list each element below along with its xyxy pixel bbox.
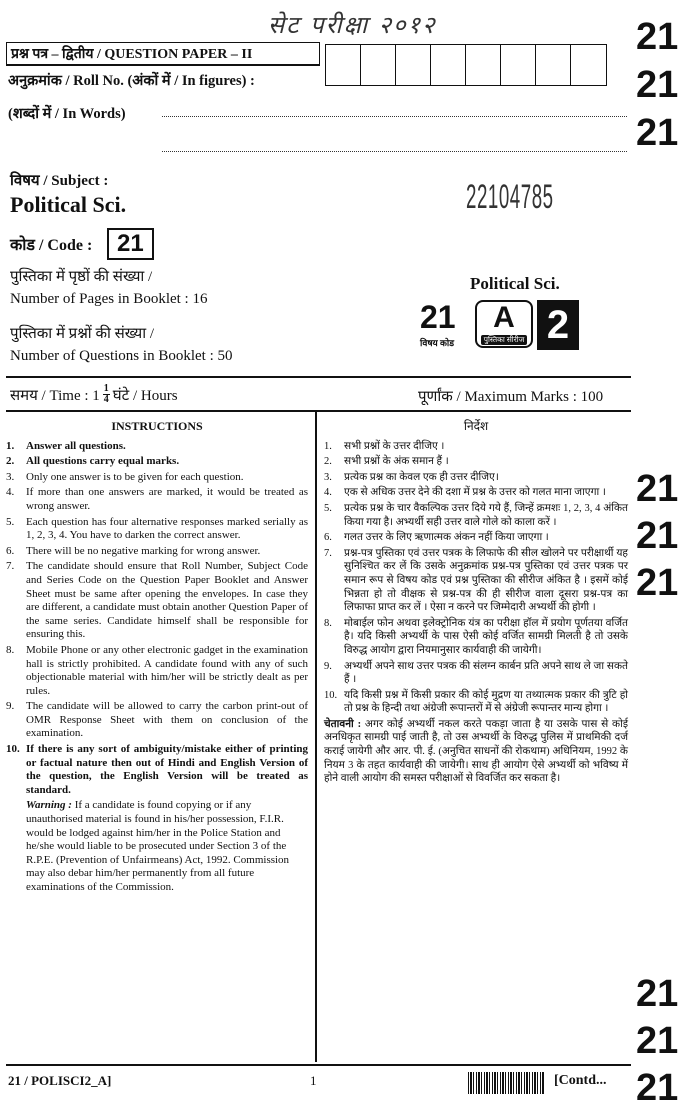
instruction-item: [6, 560, 308, 642]
instruction-number: 6.: [6, 544, 15, 557]
pages-label-en: Number of Pages in Booklet : 16: [10, 291, 208, 307]
margin-mark: 21: [636, 468, 679, 510]
instruction-item: [324, 455, 628, 469]
badge-series-sub: पुस्तिका सीरीज: [481, 335, 527, 345]
instruction-text: The candidate will be allowed to carry the carbon print-out of OMR Response Sheet with them on conclusion of the examination.: [26, 700, 308, 740]
instruction-item: [324, 486, 628, 500]
max-marks-label: पूर्णांक / Maximum Marks : 100: [418, 389, 604, 405]
instruction-text: यदि किसी प्रश्न में किसी प्रकार की कोई मुद्रण या तथ्यात्मक प्रकार की त्रुटि हो तो प्रश्न के हिन्दी तथा अंग्रेजी रूपान्तरों में से अंग्रेजी रूपान्तर मान्य होगा ।: [344, 689, 628, 715]
subject-label: विषय / Subject :: [10, 173, 109, 189]
hindi-warning: चेतावनी : अगर कोई अभ्यर्थी नकल करते पकड़ा जाता है या उसके पास से कोई अनधिकृत सामग्री पाई जाती है, तो उस अभ्यर्थी के विरुद्ध पुलिस में प्राथमिकी दर्ज कराई जायेगी और आर. पी. ई. (अनुचित साधनों की रोकथाम) अधिनियम, 1992 के नियम 3 के तहत कार्यवाही की जायेगी। साथ ही आयोग ऐसे अभ्यर्थी को भविष्य में होने वाली आयोग की समस्त परीक्षाओं से विवर्जित कर सकता है।: [324, 718, 628, 785]
question-paper-box: [6, 42, 320, 65]
booklet-serial-number: 22104785: [466, 178, 554, 216]
instruction-number: 4.: [6, 486, 15, 499]
margin-mark: 21: [636, 16, 679, 58]
instruction-item: [324, 660, 628, 687]
contd-label: [Contd...: [554, 1073, 607, 1088]
instruction-text: प्रत्येक प्रश्न के चार वैकल्पिक उत्तर दिये गये हैं, जिन्हें क्रमशः 1, 2, 3, 4 अंकित किया गया है। अभ्यर्थी सही उत्तर वाले गोले को काला करें ।: [344, 502, 628, 528]
badge-code: 21: [420, 299, 456, 335]
instruction-number: 10.: [6, 743, 20, 756]
instruction-text: गलत उत्तर के लिए ऋणात्मक अंकन नहीं किया जाएगा ।: [344, 532, 549, 544]
roll-no-boxes[interactable]: [325, 44, 607, 86]
hindi-instructions-heading: निर्देश: [463, 419, 489, 433]
instruction-text: एक से अधिक उत्तर देने की दशा में प्रश्न के उत्तर को गलत माना जाएगा ।: [344, 487, 606, 499]
badge-series-box: [475, 300, 533, 348]
instructions-column: [6, 420, 308, 895]
footer-page-number: 1: [310, 1073, 317, 1088]
instruction-item: [6, 516, 308, 543]
instruction-text: सभी प्रश्नों के अंक समान हैं ।: [344, 456, 449, 468]
badge-series: A: [493, 301, 515, 334]
instruction-text: There will be no negative marking for wrong answer.: [26, 544, 261, 557]
instruction-number: 10.: [324, 689, 338, 701]
instruction-number: 6.: [324, 532, 332, 544]
margin-mark: 21: [636, 562, 679, 604]
instruction-text: Mobile Phone or any other electronic gadget in the examination hall is strictly prohibited. A candidate found with any of such objectionable material with him/her will be strictly dealt as per rules.: [26, 643, 308, 697]
instruction-number: 3.: [6, 470, 15, 483]
margin-mark: 21: [636, 112, 679, 154]
margin-mark: 21: [636, 64, 679, 106]
instruction-number: 1.: [324, 440, 332, 452]
series-badge: [420, 300, 580, 355]
questions-label-hi: पुस्तिका में प्रश्नों की संख्या /: [10, 326, 155, 342]
instruction-number: 2.: [6, 455, 15, 468]
margin-mark: 21: [636, 1020, 679, 1062]
instruction-item: [324, 440, 628, 454]
margin-mark: 21: [636, 515, 679, 557]
in-words-line[interactable]: [162, 116, 627, 117]
instruction-item: [6, 486, 308, 513]
instruction-number: 9.: [324, 660, 332, 672]
instruction-number: 5.: [6, 515, 15, 528]
question-paper-label: प्रश्न पत्र – द्वितीय / QUESTION PAPER – II: [11, 47, 253, 62]
instruction-item: [6, 743, 308, 797]
instruction-item: [6, 545, 308, 559]
badge-code-sub: विषय कोड: [420, 338, 455, 348]
instruction-text: If more than one answers are marked, it would be treated as wrong answer.: [26, 486, 308, 512]
code-value: 21: [107, 228, 154, 260]
instruction-number: 9.: [6, 700, 15, 713]
in-words-line-2[interactable]: [162, 151, 627, 152]
hindi-instructions-column: [324, 420, 628, 786]
instruction-item: [6, 455, 308, 469]
margin-mark: 21: [636, 973, 679, 1015]
in-words-label: (शब्दों में / In Words): [8, 106, 126, 122]
instruction-text: मोबाईल फोन अथवा इलेक्ट्रोनिक यंत्र का परीक्षा हॉल में प्रयोग पूर्णतया वर्जित है। यदि किसी अभ्यर्थी के पास ऐसी कोई वर्जित सामग्री मिलती है तो उसके विरुद्ध आयोग द्वारा नियमानुसार कार्यवाही की जायेगी।: [344, 617, 628, 656]
hindi-instructions-list: [324, 440, 628, 716]
instruction-text: All questions carry equal marks.: [26, 455, 180, 468]
time-label: समय / Time : 1 1 4 घंटे / Hours: [10, 383, 178, 405]
instruction-number: 2.: [324, 456, 332, 468]
instruction-number: 3.: [324, 471, 332, 483]
instruction-item: [324, 547, 628, 615]
instruction-item: [324, 617, 628, 658]
barcode: [468, 1072, 544, 1094]
instruction-number: 5.: [324, 502, 332, 514]
instructions-warning: Warning : If a candidate is found copying or if any unauthorised material is found in his/her possession, F.I.R. would be lodged against him/her in the Police Station and he/she would liable to be prosecuted under Section 3 of the R.P.E. (Prevention of Unfairmeans) Act, 1992. Commission may also debar him/her permanently from all future examinations of the Commission.: [26, 799, 290, 893]
handwritten-title: सेट परीक्षा २०१२: [268, 11, 437, 39]
instruction-item: [6, 644, 308, 698]
instruction-number: 4.: [324, 487, 332, 499]
instruction-text: प्रत्येक प्रश्न का केवल एक ही उत्तर दीजिए।: [344, 471, 499, 483]
questions-label-en: Number of Questions in Booklet : 50: [10, 348, 233, 364]
badge-paper: 2: [537, 300, 579, 350]
instructions-list: [6, 440, 308, 798]
instruction-text: Only one answer is to be given for each question.: [26, 470, 244, 483]
roll-no-label: अनुक्रमांक / Roll No. (अंकों में / In figures) :: [8, 73, 255, 89]
instruction-item: [324, 502, 628, 529]
instruction-text: Each question has four alternative responses marked serially as 1, 2, 3, 4. You have to darken the correct answer.: [26, 515, 308, 542]
instruction-item: [6, 471, 308, 485]
instruction-text: If there is any sort of ambiguity/mistake either of printing or factual nature then out of Hindi and English Version of the question, the English Version will be treated as standard.: [26, 743, 308, 796]
instruction-number: 7.: [6, 560, 15, 573]
instruction-item: [324, 531, 628, 545]
margin-mark: 21: [636, 1067, 679, 1107]
instruction-number: 1.: [6, 439, 15, 452]
instruction-text: सभी प्रश्नों के उत्तर दीजिए ।: [344, 440, 445, 452]
instruction-text: Answer all questions.: [26, 439, 126, 452]
instruction-item: [6, 440, 308, 454]
footer-code: 21 / POLISCI2_A]: [8, 1073, 112, 1088]
instruction-item: [6, 700, 308, 741]
column-divider: [315, 410, 317, 1062]
instruction-number: 8.: [6, 643, 15, 656]
instruction-item: [324, 471, 628, 485]
code-label: कोड / Code :: [10, 237, 93, 254]
subject-value: Political Sci.: [10, 192, 127, 217]
instruction-text: The candidate should ensure that Roll Number, Subject Code and Series Code on the Question Paper Booklet and Answer Sheet must be same after opening the envelopes. In case they are different, a candidate must obtain another Question Paper of the same series. Candidate himself shall be responsible for ensuring this.: [26, 560, 308, 641]
instruction-text: प्रश्न-पत्र पुस्तिका एवं उत्तर पत्रक के लिफाफे की सील खोलने पर परीक्षार्थी यह सुनिश्चित कर लें कि उसके अनुक्रमांक प्रश्न-पत्र पुस्तिका एवं उत्तर पत्रक पर समान रूप से विषय कोड एवं प्रश्न पुस्तिका की सीरीज अंकित है । इसमें कोई भिन्नता हो तो वीक्षक से प्रश्न-पत्र की ही सीरीज वाला दूसरा प्रश्न-पत्र का लिफाफा प्राप्त कर लें । ऐसा न करने पर जिम्मेदारी अभ्यर्थी की होगी ।: [344, 547, 628, 614]
instructions-heading: INSTRUCTIONS: [111, 419, 203, 433]
instruction-item: [324, 689, 628, 716]
pages-label-hi: पुस्तिका में पृष्ठों की संख्या /: [10, 269, 153, 285]
badge-title: Political Sci.: [470, 274, 560, 293]
instruction-number: 8.: [324, 617, 332, 629]
instruction-text: अभ्यर्थी अपने साथ उत्तर पत्रक की संलग्न कार्बन प्रति अपने साथ ले जा सकते हैं ।: [344, 660, 628, 686]
instruction-number: 7.: [324, 547, 332, 559]
